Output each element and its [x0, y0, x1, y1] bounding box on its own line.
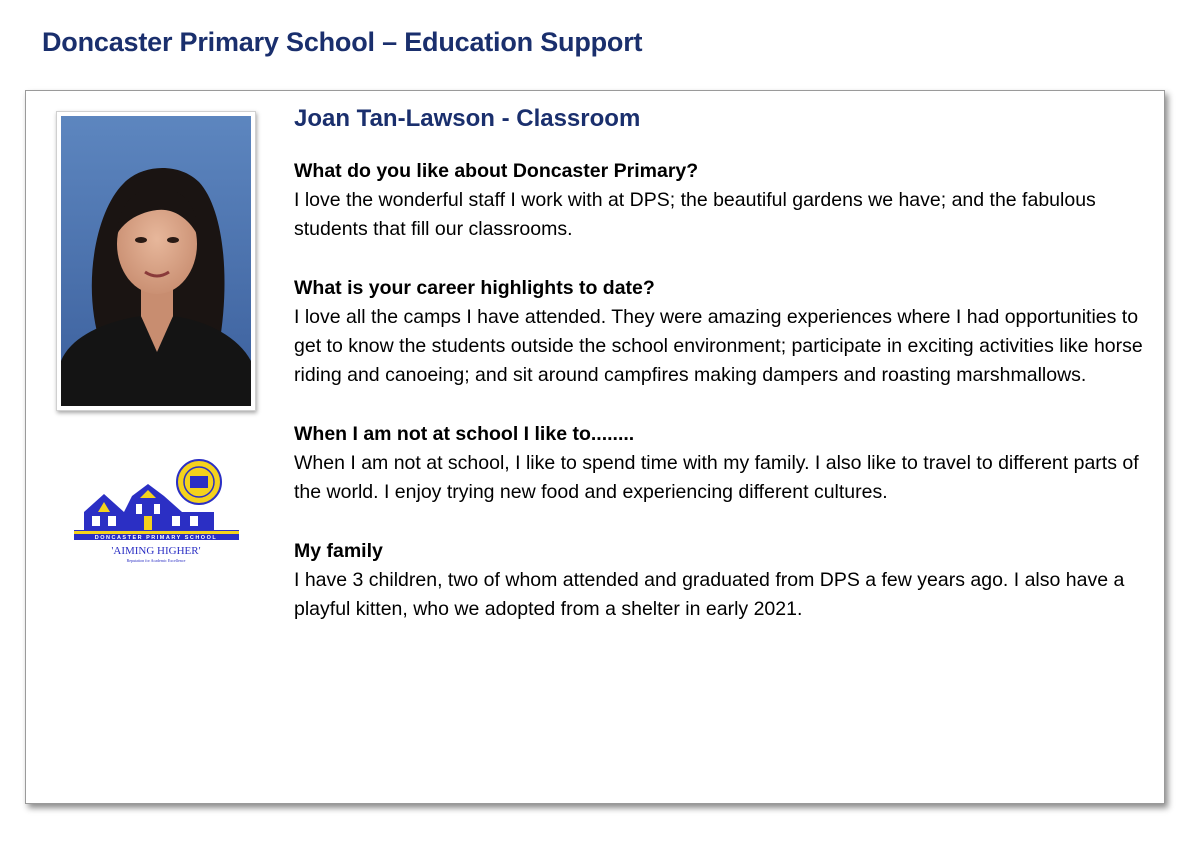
staff-photo — [56, 111, 256, 411]
answer: I have 3 children, two of whom attended and graduated from DPS a few years ago. I also have a playful kitten, who we adopted from a shelter in early 2021. — [294, 569, 1125, 620]
profile-card — [25, 90, 1165, 804]
qa-block — [294, 420, 1154, 507]
qa-block — [294, 537, 1154, 624]
logo-motto: 'AIMING HIGHER' — [111, 545, 201, 557]
question: When I am not at school I like to........ — [294, 423, 635, 445]
answer: I love all the camps I have attended. They were amazing experiences where I had opportunities to get to know the students outside the school environment; participate in exciting activities like horse riding and canoeing; and sit around campfires making dampers and roasting marshmallows. — [294, 306, 1143, 386]
page-heading: Doncaster Primary School – Education Support — [42, 27, 643, 57]
question: My family — [294, 540, 383, 562]
logo-tagline: Reputation for Academic Excellence — [126, 558, 186, 563]
answer: When I am not at school, I like to spend time with my family. I also like to travel to different parts of the world. I enjoy trying new food and experiencing different cultures. — [294, 452, 1139, 503]
logo-banner-text: DONCASTER PRIMARY SCHOOL — [94, 535, 218, 541]
question: What is your career highlights to date? — [294, 277, 655, 299]
staff-portrait-image — [61, 116, 251, 406]
staff-name-title: Joan Tan-Lawson - Classroom — [294, 105, 641, 132]
answer: I love the wonderful staff I work with at DPS; the beautiful gardens we have; and the fabulous students that fill our classrooms. — [294, 189, 1096, 240]
question: What do you like about Doncaster Primary? — [294, 160, 699, 182]
qa-block — [294, 274, 1154, 390]
profile-content — [294, 105, 1154, 654]
school-logo — [64, 454, 244, 566]
qa-block — [294, 157, 1154, 244]
